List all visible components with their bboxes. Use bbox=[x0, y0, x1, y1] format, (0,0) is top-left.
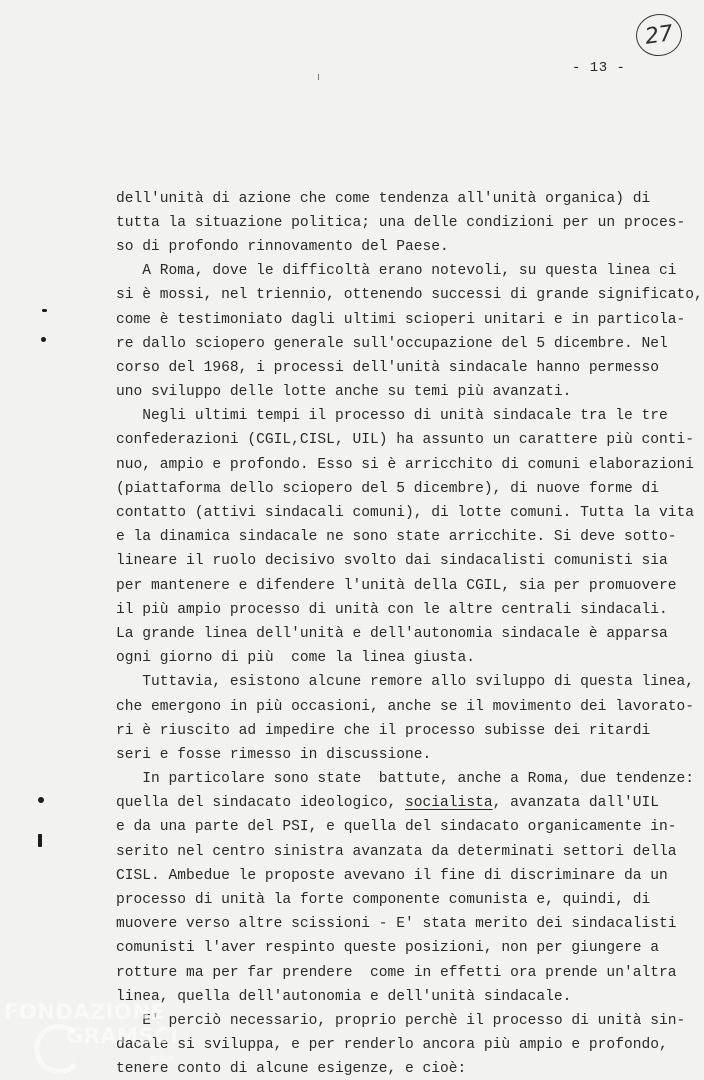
text-line: corso del 1968, i processi dell'unità sindacale hanno permesso bbox=[116, 359, 659, 376]
text-line: tutta la situazione politica; una delle condizioni per un proces- bbox=[116, 214, 686, 231]
text-line: ogni giorno di più come la linea giusta. bbox=[116, 650, 476, 667]
text-line: si è mossi, nel triennio, ottenendo successi di grande significato, bbox=[116, 287, 703, 304]
text-line: e da una parte del PSI, e quella del sindacato organicamente in- bbox=[116, 819, 677, 836]
watermark-suffix: onlus bbox=[150, 1054, 175, 1064]
margin-mark bbox=[42, 309, 47, 312]
text-line: quella del sindacato ideologico, socialista, avanzata dall'UIL bbox=[116, 795, 659, 812]
text-line: Tuttavia, esistono alcune remore allo sviluppo di questa linea, bbox=[116, 674, 695, 691]
text-line: In particolare sono state battute, anche a Roma, due tendenze: bbox=[116, 771, 695, 788]
text-line: so di profondo rinnovamento del Paese. bbox=[116, 238, 449, 255]
archive-stamp-number: 27 bbox=[643, 20, 675, 50]
archive-stamp bbox=[633, 11, 684, 59]
text-line: che emergono in più occasioni, anche se il movimento dei lavorato- bbox=[116, 698, 695, 715]
text-line: confederazioni (CGIL,CISL, UIL) ha assunto un carattere più conti- bbox=[116, 432, 695, 449]
text-line: re dallo sciopero generale sull'occupazione del 5 dicembre. Nel bbox=[116, 335, 668, 352]
text-line: ri è riuscito ad impedire che il processo subisse dei ritardi bbox=[116, 722, 651, 739]
stray-mark bbox=[318, 74, 319, 80]
text-line: CISL. Ambedue le proposte avevano il fine di discriminare da un bbox=[116, 867, 668, 884]
text-line: dacale si sviluppa, e per renderlo ancora più ampio e profondo, bbox=[116, 1037, 668, 1054]
margin-mark bbox=[38, 834, 42, 847]
typed-text-body bbox=[116, 114, 703, 1080]
text-line: comunisti l'aver respinto queste posizioni, non per giungere a bbox=[116, 940, 659, 957]
watermark-g-icon bbox=[34, 1024, 84, 1074]
text-line: lineare il ruolo decisivo svolto dai sindacalisti comunisti sia bbox=[116, 553, 668, 570]
watermark-line2: GRAMSCI bbox=[66, 1024, 179, 1048]
text-line: nuo, ampio e profondo. Esso si è arricchito di comuni elaborazioni bbox=[116, 456, 695, 473]
text-line: come è testimoniato dagli ultimi scioperi unitari e in particola- bbox=[116, 311, 686, 328]
text-line: uno sviluppo delle lotte anche su temi più avanzati. bbox=[116, 384, 572, 401]
text-line: rotture ma per far prendere come in effetti ora prende un'altra bbox=[116, 964, 677, 981]
text-line: contatto (attivi sindacali comuni), di lotte comuni. Tutta la vita bbox=[116, 505, 695, 522]
text-line: (piattaforma dello sciopero del 5 dicembre), di nuove forme di bbox=[116, 480, 659, 497]
text-line: A Roma, dove le difficoltà erano notevoli, su questa linea ci bbox=[116, 263, 677, 280]
text-line: e la dinamica sindacale ne sono state arricchite. Si deve sotto- bbox=[116, 529, 677, 546]
margin-mark bbox=[38, 797, 44, 803]
underlined-word: socialista bbox=[405, 795, 493, 812]
text-line: Negli ultimi tempi il processo di unità sindacale tra le tre bbox=[116, 408, 668, 425]
text-line: La grande linea dell'unità e dell'autonomia sindacale è apparsa bbox=[116, 625, 668, 642]
text-line: muovere verso altre scissioni - E' stata merito dei sindacalisti bbox=[116, 916, 677, 933]
margin-mark bbox=[41, 337, 46, 342]
text-line: per mantenere e difendere l'unità della CGIL, sia per promuovere bbox=[116, 577, 677, 594]
text-line: processo di unità la forte componente comunista e, quindi, di bbox=[116, 892, 651, 909]
text-line: tenere conto di alcune esigenze, e cioè: bbox=[116, 1061, 467, 1078]
text-line: dell'unità di azione che come tendenza all'unità organica) di bbox=[116, 190, 651, 207]
text-line: serito nel centro sinistra avanzata da determinati settori della bbox=[116, 843, 677, 860]
watermark-line1: FONDAZIONE bbox=[4, 1000, 166, 1024]
text-line: seri e fosse rimesso in discussione. bbox=[116, 746, 432, 763]
page-number: - 13 - bbox=[572, 60, 626, 76]
text-line: linea, quella dell'autonomia e dell'unità sindacale. bbox=[116, 988, 572, 1005]
text-line: il più ampio processo di unità con le altre centrali sindacali. bbox=[116, 601, 668, 618]
text-line: E' perciò necessario, proprio perchè il processo di unità sin- bbox=[116, 1012, 686, 1029]
